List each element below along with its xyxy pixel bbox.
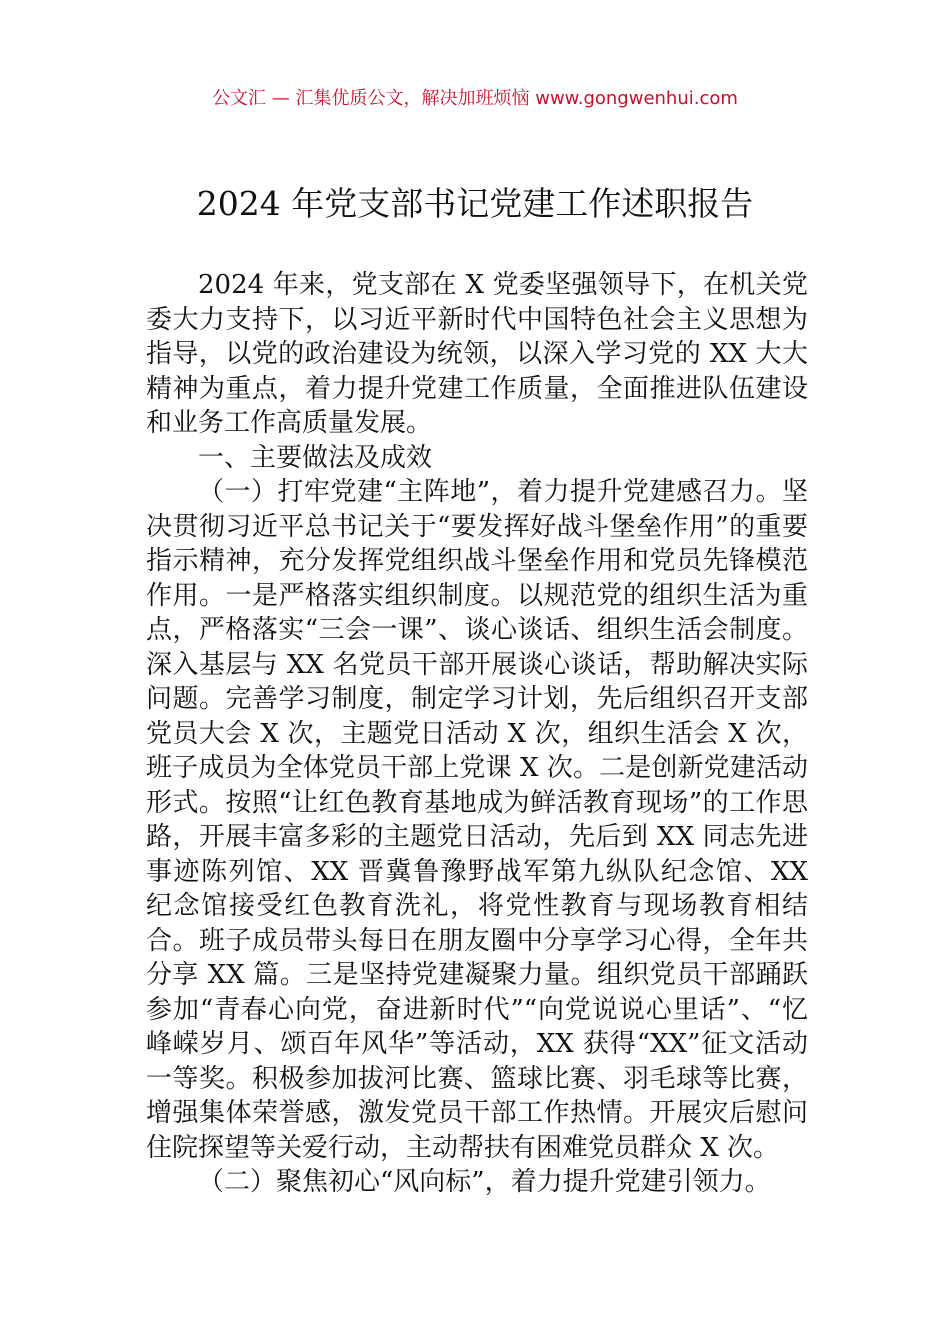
section-heading-1: 一、主要做法及成效: [198, 442, 433, 473]
intro-paragraph: 2024 年来，党支部在 X 党委坚强领导下，在机关党委大力支持下，以习近平新时代中国特色社会主义思想为指导，以党的政治建设为统领，以深入学习党的 XX 大大精神为重点，着力提升党建工作质量，全面推进队伍建设和业务工作高质量发展。: [146, 270, 808, 438]
subsection-paragraph-1: （一）打牢党建“主阵地”，着力提升党建感召力。坚决贯彻习近平总书记关于“要发挥好战斗堡垒作用”的重要指示精神，充分发挥党组织战斗堡垒作用和党员先锋模范作用。一是严格落实组织制度。以规范党的组织生活为重点，严格落实“三会一课”、谈心谈话、组织生活会制度。深入基层与 XX 名党员干部开展谈心谈话，帮助解决实际问题。完善学习制度，制定学习计划，先后组织召开支部党员大会 X 次，主题党日活动 X 次，组织生活会 X 次，班子成员为全体党员干部上党课 X 次。二是创新党建活动形式。按照“让红色教育基地成为鲜活教育现场”的工作思路，开展丰富多彩的主题党日活动，先后到 XX 同志先进事迹陈列馆、XX 晋冀鲁豫野战军第九纵队纪念馆、XX 纪念馆接受红色教育洗礼，将党性教育与现场教育相结合。班子成员带头每日在朋友圈中分享学习心得，全年共分享 XX 篇。三是坚持党建凝聚力量。组织党员干部踊跃参加“青春心向党，奋进新时代”“向党说说心里话”、“忆峰嵘岁月、颂百年风华”等活动，XX 获得“XX”征文活动一等奖。积极参加拔河比赛、篮球比赛、羽毛球等比赛，增强集体荣誉感，激发党员干部工作热情。开展灾后慰问住院探望等关爱行动，主动帮扶有困难党员群众 X 次。: [146, 477, 808, 1163]
site-banner: 公文汇 — 汇集优质公文，解决加班烦恼 www.gongwenhui.com: [212, 88, 738, 109]
document-body: [146, 268, 808, 1200]
document-title: 2024 年党支部书记党建工作述职报告: [196, 184, 754, 223]
subsection-heading-2: （二）聚焦初心“风向标”，着力提升党建引领力。: [198, 1167, 771, 1197]
